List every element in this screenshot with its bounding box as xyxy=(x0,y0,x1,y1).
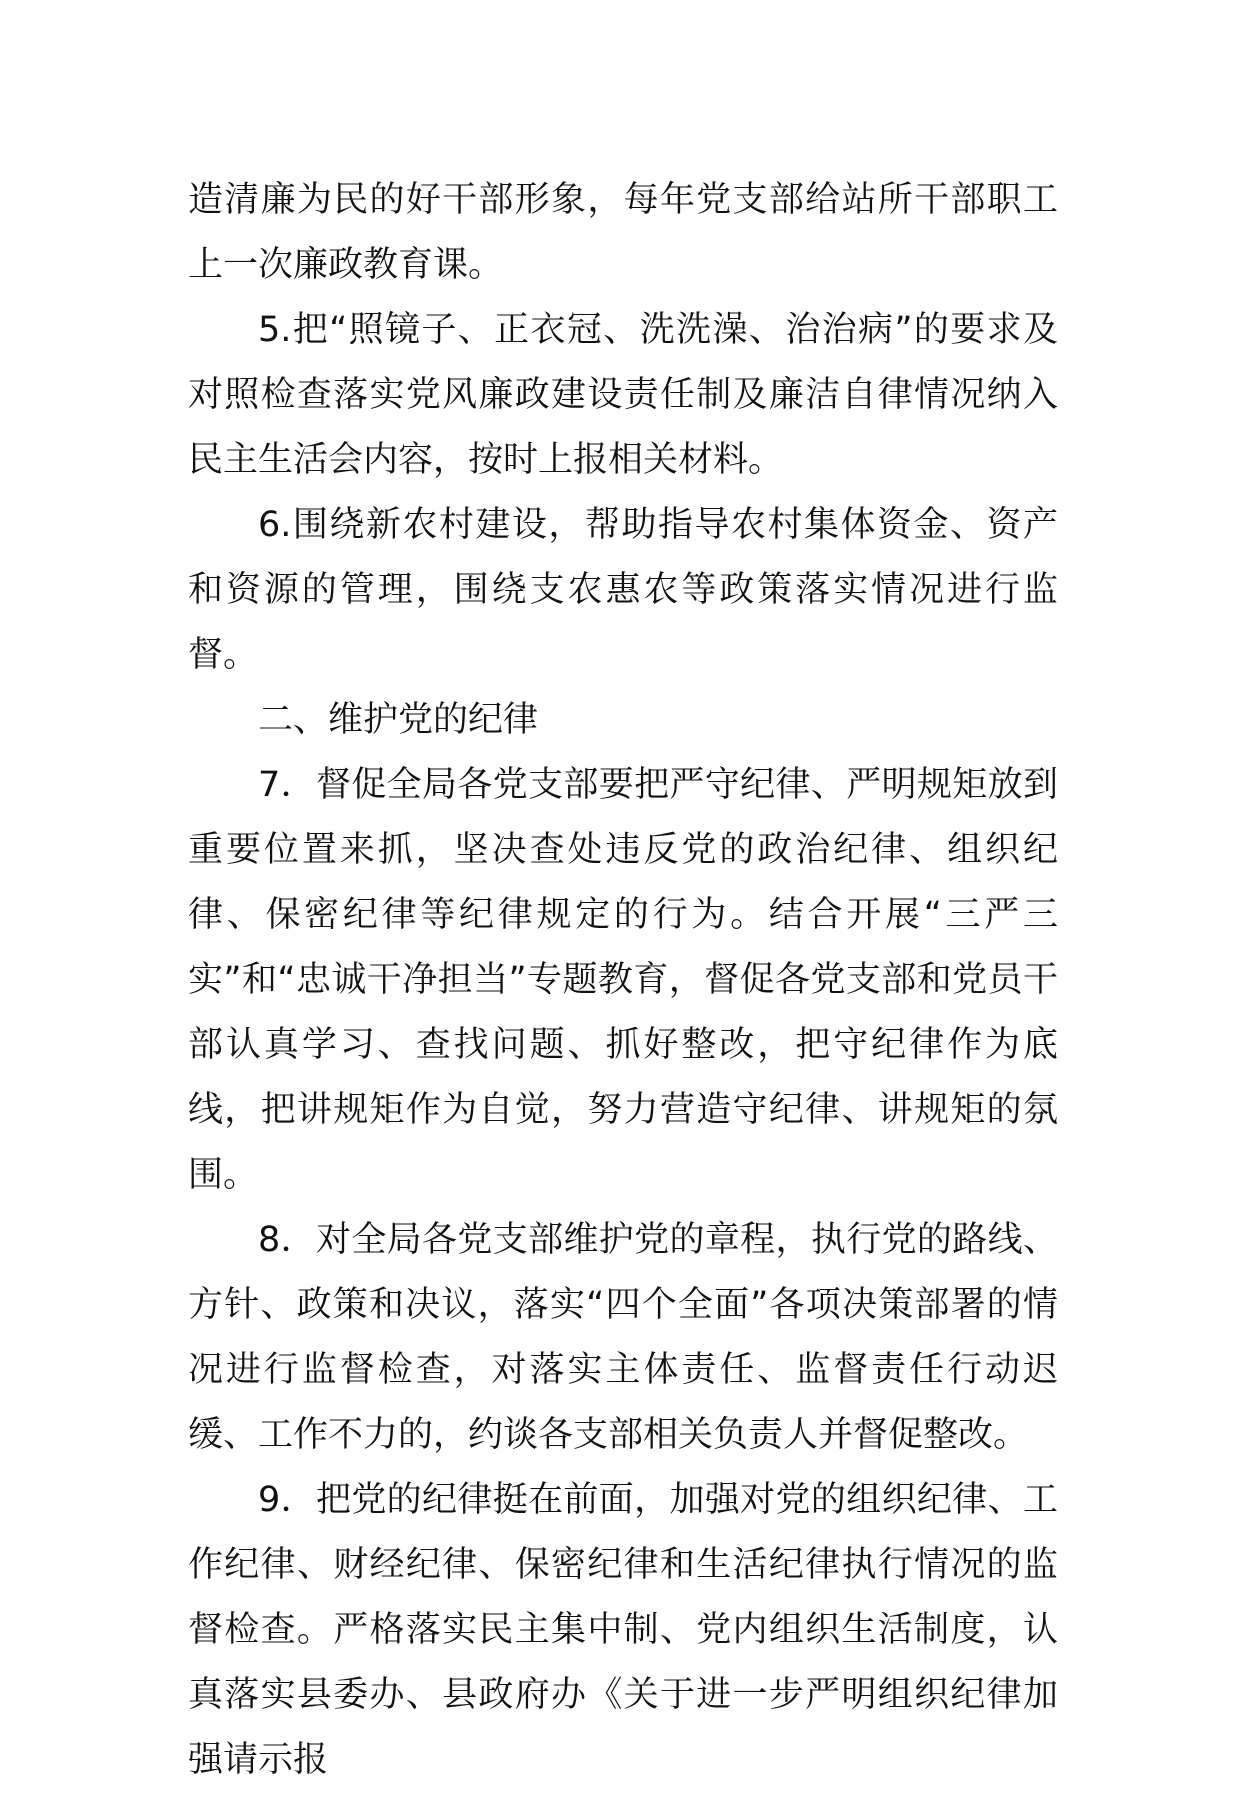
paragraph-item-6: 6.围绕新农村建设，帮助指导农村集体资金、资产和资源的管理，围绕支农惠农等政策落实情况进行监督。 xyxy=(188,505,1058,675)
paragraph-item-5: 5.把“照镜子、正衣冠、洗洗澡、治治病”的要求及对照检查落实党风廉政建设责任制及廉洁自律情况纳入民主生活会内容，按时上报相关材料。 xyxy=(188,310,1058,480)
paragraph-item-9: 9．把党的纪律挺在前面，加强对党的组织纪律、工作纪律、财经纪律、保密纪律和生活纪律执行情况的监督检查。严格落实民主集中制、党内组织生活制度，认真落实县委办、县政府办《关于进一步严明组织纪律加强请示报 xyxy=(188,1480,1058,1780)
paragraph-item-8: 8．对全局各党支部维护党的章程，执行党的路线、方针、政策和决议，落实“四个全面”各项决策部署的情况进行监督检查，对落实主体责任、监督责任行动迟缓、工作不力的，约谈各支部相关负责人并督促整改。 xyxy=(188,1220,1058,1455)
section-heading: 二、维护党的纪律 xyxy=(258,700,539,740)
paragraph-continuation: 造清廉为民的好干部形象，每年党支部给站所干部职工上一次廉政教育课。 xyxy=(188,180,1058,285)
document-body xyxy=(188,168,1058,1793)
paragraph-item-7: 7．督促全局各党支部要把严守纪律、严明规矩放到重要位置来抓，坚决查处违反党的政治纪律、组织纪律、保密纪律等纪律规定的行为。结合开展“三严三实”和“忠诚干净担当”专题教育，督促各党支部和党员干部认真学习、查找问题、抓好整改，把守纪律作为底线，把讲规矩作为自觉，努力营造守纪律、讲规矩的氛围。 xyxy=(188,765,1058,1195)
